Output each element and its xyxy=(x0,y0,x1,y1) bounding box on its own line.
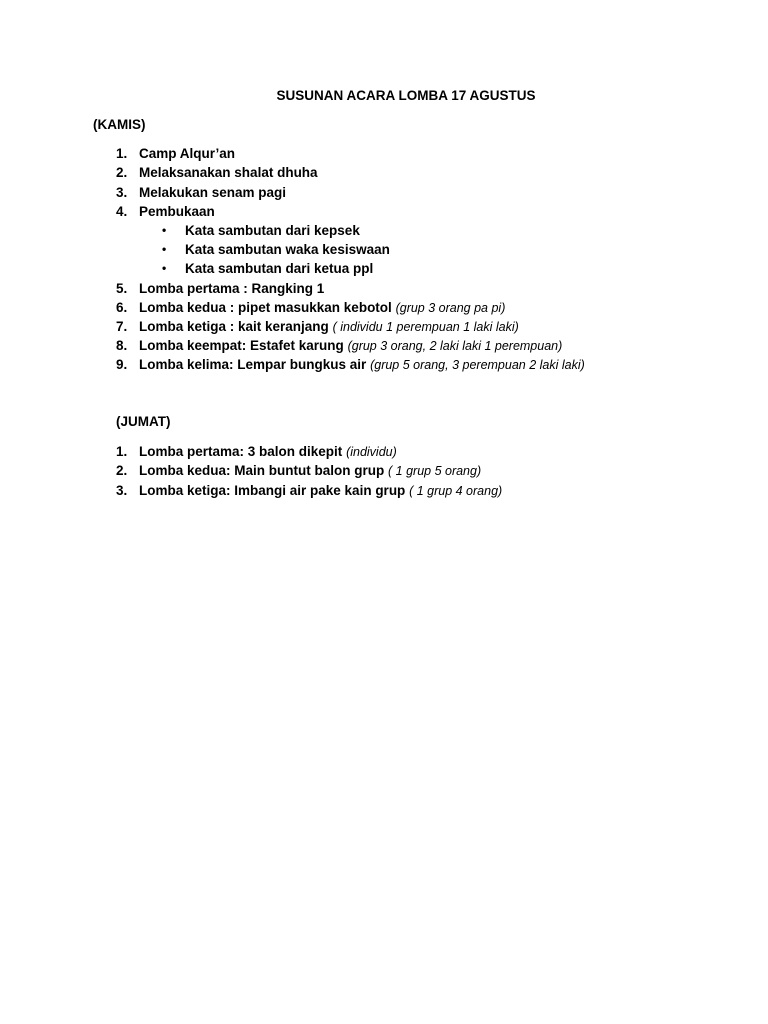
item-text: Lomba kedua : pipet masukkan kebotol xyxy=(139,300,392,315)
item-number: 5. xyxy=(116,281,128,296)
item-number: 3. xyxy=(116,483,128,498)
item-text: Lomba kedua: Main buntut balon grup xyxy=(139,463,385,478)
item-text: Lomba pertama : Rangking 1 xyxy=(139,281,325,296)
item-number: 6. xyxy=(116,300,128,315)
item-text: Lomba ketiga: Imbangi air pake kain grup xyxy=(139,483,406,498)
item-number: 8. xyxy=(116,338,128,353)
sub-item-text: Kata sambutan dari kepsek xyxy=(185,223,360,238)
sub-item-text: Kata sambutan dari ketua ppl xyxy=(185,261,374,276)
bullet-icon: • xyxy=(162,261,167,275)
item-number: 2. xyxy=(116,463,128,478)
item-note: ( 1 grup 4 orang) xyxy=(409,484,503,498)
item-text: Lomba keempat: Estafet karung xyxy=(139,338,344,353)
item-text: Lomba kelima: Lempar bungkus air xyxy=(139,357,367,372)
item-text: Camp Alqur’an xyxy=(139,146,236,161)
item-text: Pembukaan xyxy=(139,204,215,219)
item-number: 1. xyxy=(116,146,128,161)
item-text: Melakukan senam pagi xyxy=(139,185,287,200)
item-number: 1. xyxy=(116,444,128,459)
sub-item-text: Kata sambutan waka kesiswaan xyxy=(185,242,390,257)
item-text: Lomba ketiga : kait keranjang xyxy=(139,319,329,334)
item-note: (grup 5 orang, 3 perempuan 2 laki laki) xyxy=(370,358,585,372)
bullet-icon: • xyxy=(162,223,167,237)
item-note: ( 1 grup 5 orang) xyxy=(388,464,482,478)
heading-jumat: (JUMAT) xyxy=(116,414,171,429)
item-text: Lomba pertama: 3 balon dikepit xyxy=(139,444,343,459)
bullet-icon: • xyxy=(162,242,167,256)
item-note: (grup 3 orang pa pi) xyxy=(395,301,506,315)
item-number: 9. xyxy=(116,357,128,372)
item-note: ( individu 1 perempuan 1 laki laki) xyxy=(332,320,519,334)
item-number: 3. xyxy=(116,185,128,200)
document-title: SUSUNAN ACARA LOMBA 17 AGUSTUS xyxy=(276,88,536,103)
item-number: 2. xyxy=(116,165,128,180)
item-note: (grup 3 orang, 2 laki laki 1 perempuan) xyxy=(347,339,563,353)
item-text: Melaksanakan shalat dhuha xyxy=(139,165,318,180)
item-number: 7. xyxy=(116,319,128,334)
heading-kamis: (KAMIS) xyxy=(93,117,146,132)
item-note: (individu) xyxy=(346,445,397,459)
item-number: 4. xyxy=(116,204,128,219)
